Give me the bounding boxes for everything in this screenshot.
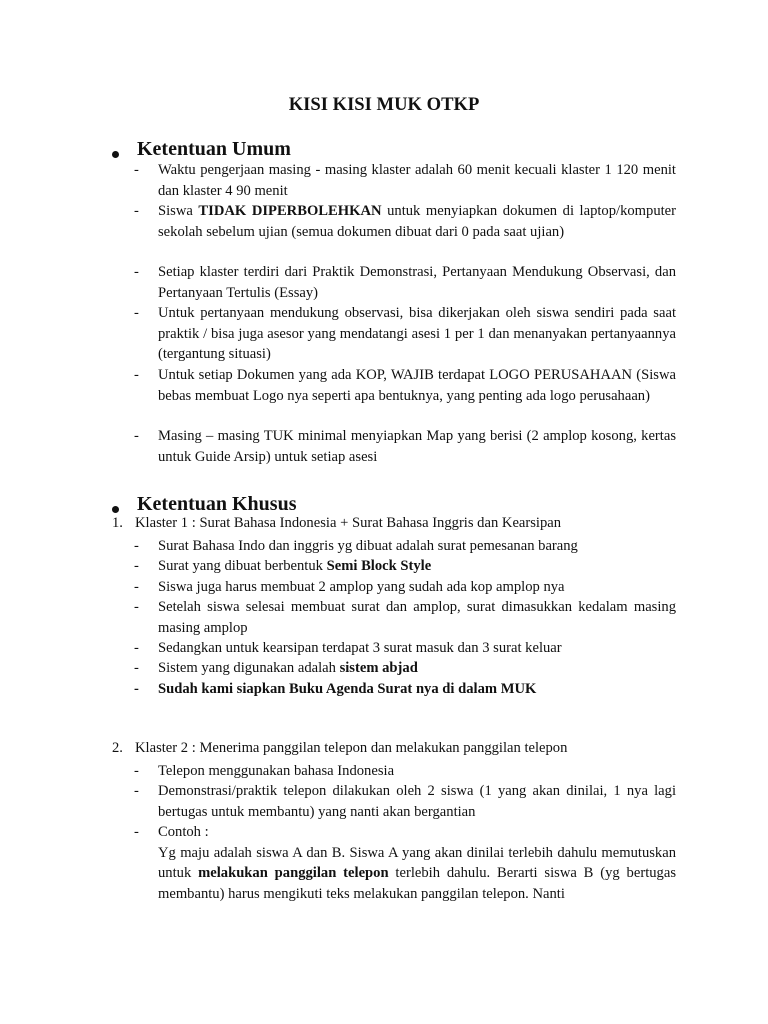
dash-marker: - (134, 763, 139, 779)
dash-marker: - (134, 264, 139, 280)
list-item-text: Siswa juga harus membuat 2 amplop yang sudah ada kop amplop nya (158, 579, 565, 595)
dash-marker: - (134, 305, 139, 321)
dash-marker: - (134, 203, 139, 219)
list-item (134, 365, 676, 406)
bullet-icon (112, 151, 119, 158)
list-item (134, 262, 676, 303)
list-number: 1. (112, 515, 123, 531)
list-item-text: Surat Bahasa Indo dan inggris yg dibuat adalah surat pemesanan barang (158, 538, 578, 554)
list-item-text: Waktu pengerjaan masing - masing klaster adalah 60 menit kecuali klaster 1 120 menit dan klaster 4 90 menit (158, 162, 676, 199)
list-item (134, 536, 676, 557)
list-item (134, 781, 676, 822)
dash-marker: - (134, 558, 139, 574)
list-item (134, 201, 676, 242)
bold-text: TIDAK DIPERBOLEHKAN (198, 203, 382, 219)
example-paragraph: Yg maju adalah siswa A dan B. Siswa A yang akan dinilai terlebih dahulu memutuskan untuk melakukan panggilan telepon terlebih dahulu. Berarti siswa B (yg bertugas membantu) harus mengikuti teks melakukan panggilan telepon. Nanti (158, 844, 676, 902)
list-item (134, 658, 676, 679)
section-heading-text: Ketentuan Khusus (137, 493, 297, 515)
list-item-text: Setelah siswa selesai membuat surat dan amplop, surat dimasukkan kedalam masing masing amplop (158, 599, 676, 636)
klaster-2-title (112, 740, 567, 757)
list-item-text: Sistem yang digunakan adalah sistem abjad (158, 660, 418, 676)
list-item (134, 160, 676, 201)
dash-marker: - (134, 538, 139, 554)
list-item (134, 822, 676, 904)
bold-text: Semi Block Style (326, 558, 432, 574)
list-item-text: Masing – masing TUK minimal menyiapkan Map yang berisi (2 amplop kosong, kertas untuk Guide Arsip) untuk setiap asesi (158, 428, 676, 465)
bold-text: melakukan panggilan telepon (198, 865, 389, 882)
list-item-text: Siswa TIDAK DIPERBOLEHKAN untuk menyiapkan dokumen di laptop/komputer sekolah sebelum ujian (semua dokumen dibuat dari 0 pada saat ujian) (158, 203, 677, 240)
dash-marker: - (134, 660, 139, 676)
bullet-icon (112, 506, 119, 513)
dash-marker: - (134, 428, 139, 444)
dash-marker: - (134, 162, 139, 178)
list-number: 2. (112, 740, 123, 756)
list-item-text: Surat yang dibuat berbentuk Semi Block Style (158, 558, 432, 574)
list-item (134, 679, 676, 700)
dash-marker: - (134, 599, 139, 615)
list-item-text: Telepon menggunakan bahasa Indonesia (158, 763, 395, 779)
list-item (134, 761, 676, 782)
list-item-text: Sudah kami siapkan Buku Agenda Surat nya di dalam MUK (158, 681, 537, 697)
list-item (134, 577, 676, 598)
dash-marker: - (134, 681, 139, 697)
dash-marker: - (134, 783, 139, 799)
list-item (134, 597, 676, 638)
list-item (134, 638, 676, 659)
document-title: KISI KISI MUK OTKP (288, 94, 480, 115)
dash-marker: - (134, 824, 139, 840)
dash-marker: - (134, 367, 139, 383)
bold-text: sistem abjad (339, 660, 418, 676)
list-item-text: Untuk setiap Dokumen yang ada KOP, WAJIB terdapat LOGO PERUSAHAAN (Siswa bebas membuat Logo nya seperti apa bentuknya, yang penting ada logo perusahaan) (158, 367, 676, 404)
list-item-text: Untuk pertanyaan mendukung observasi, bisa dikerjakan oleh siswa sendiri pada saat praktik / bisa juga asesor yang mendatangi asesi 1 per 1 dan menanyakan pertanyaannya (tergantung situasi) (158, 305, 676, 363)
dash-marker: - (134, 640, 139, 656)
list-item-text: Sedangkan untuk kearsipan terdapat 3 surat masuk dan 3 surat keluar (158, 640, 562, 656)
klaster-label: Klaster 2 : Menerima panggilan telepon dan melakukan panggilan telepon (135, 740, 568, 756)
list-item (134, 426, 676, 467)
dash-marker: - (134, 579, 139, 595)
list-item (134, 303, 676, 365)
klaster-1-title (112, 515, 561, 532)
list-item-text: Contoh : (158, 824, 209, 840)
list-item (134, 556, 676, 577)
klaster-label: Klaster 1 : Surat Bahasa Indonesia + Surat Bahasa Inggris dan Kearsipan (135, 515, 562, 531)
list-item-text: Demonstrasi/praktik telepon dilakukan oleh 2 siswa (1 yang akan dinilai, 1 nya lagi bertugas untuk membantu) yang nanti akan bergantian (158, 783, 676, 820)
list-item-text: Setiap klaster terdiri dari Praktik Demonstrasi, Pertanyaan Mendukung Observasi, dan Pertanyaan Tertulis (Essay) (158, 264, 676, 301)
section-heading-text: Ketentuan Umum (137, 138, 291, 160)
